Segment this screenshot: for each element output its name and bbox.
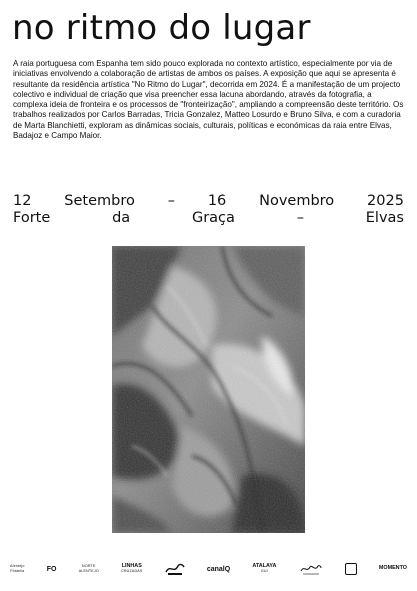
alentejo-logo (10, 564, 25, 574)
date-dash: – (167, 193, 175, 209)
alentejo-logo-line-2: Filatelia (10, 569, 25, 573)
norte-alentejo-line-2: ALENTEJO (78, 569, 99, 573)
place-word-forte: Forte (13, 210, 51, 226)
circle-logo (47, 566, 57, 573)
date-start-day: 12 (13, 193, 32, 209)
badge-logo-mark (345, 563, 357, 575)
momento-logo (379, 566, 407, 571)
wave-logo-mark (165, 562, 185, 576)
script-logo (299, 562, 323, 576)
canal-q-logo-text: canalQ (206, 565, 231, 573)
sponsor-logos (10, 556, 407, 582)
norte-alentejo-line-1: NORTE (82, 564, 96, 568)
poster-description: A raia portuguesa com Espanha tem sido pouco explorada no contexto artístico, especialmente por via de iniciativas envolvendo a colaboração de artistas de ambos os países. A exposição que aqui se apresenta é resultante da residência artística "No Ritmo do Lugar", decorrida em 2024. É a manifestação de um projecto colectivo e individual de criação que visa preencher essa lacuna abordando, através da fotografia, a complexa ideia de fronteira e os processos de "fronteirização", ampliando a compreensão deste território. Os trabalhos realizados por Carlos Barradas, Tricia Gonzalez, Matteo Losurdo e Bruno Silva, e com a curadoria de Marta Blanchietti, exploram as dinâmicas sociais, culturais, políticas e económicas da raia entre Elvas, Badajoz e Campo Maior. (13, 59, 404, 141)
atalaya-logo (252, 564, 276, 574)
norte-alentejo-logo (79, 564, 99, 574)
wave-logo (165, 562, 185, 576)
place-word-elvas: Elvas (365, 210, 404, 226)
exhibition-dates (13, 193, 404, 210)
place-word-graca: Graça (191, 210, 235, 226)
atalaya-logo-line-1: ATALAYA (252, 563, 277, 569)
atalaya-logo-line-2: GUI (260, 569, 268, 573)
poster-title: no ritmo do lugar (12, 8, 311, 48)
canal-q-logo (207, 566, 230, 573)
date-year: 2025 (367, 193, 404, 209)
badge-logo (345, 563, 357, 575)
rock-photograph (112, 246, 305, 533)
date-start-month: Setembro (64, 193, 135, 209)
momento-logo-text: MOMENTO (378, 565, 407, 572)
rock-texture-image (112, 246, 305, 533)
circle-logo-text: FO (46, 565, 57, 573)
place-word-da: da (112, 210, 131, 226)
script-logo-mark (299, 562, 323, 576)
linhas-logo-line-2: CRUZADAS (121, 569, 143, 573)
linhas-logo (121, 564, 142, 574)
date-end-month: Novembro (259, 193, 335, 209)
exhibition-place (13, 210, 404, 227)
linhas-logo-line-1: LINHAS (121, 563, 142, 569)
place-dash: – (296, 210, 304, 226)
date-end-day: 16 (207, 193, 227, 209)
alentejo-logo-line-1: Alentejo (10, 564, 25, 568)
